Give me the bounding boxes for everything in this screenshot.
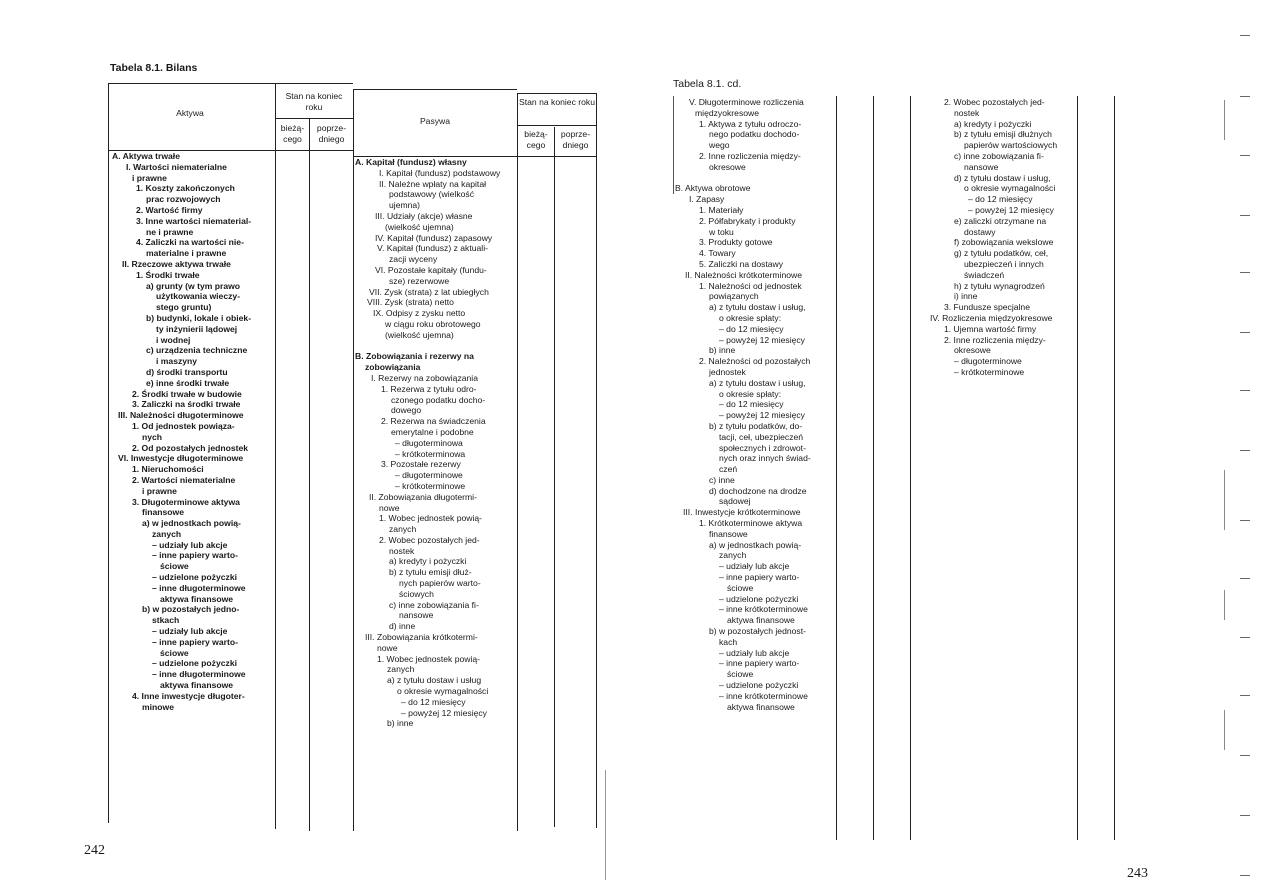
table-row: B. Aktywa obrotowe	[675, 183, 751, 194]
table-title: Tabela 8.1. Bilans	[110, 62, 198, 74]
table-row: – do 12 miesięcy	[401, 696, 466, 707]
table-row: ubezpieczeń i innych	[964, 258, 1044, 269]
header-stan-right: Stan na koniec roku	[519, 97, 595, 107]
table-row: I. Wartości niematerialne	[126, 161, 227, 172]
table-row: (wielkość ujemna)	[385, 221, 454, 232]
table-row: nansowe	[964, 161, 999, 172]
table-row: a) z tytułu dostaw i usług	[387, 675, 482, 686]
table-row: – udziały lub akcje	[152, 626, 228, 637]
table-row: a) z tytułu dostaw i usług,	[709, 377, 806, 388]
table-row: aktywa finansowe	[727, 701, 795, 712]
table-row: a) grunty (w tym prawo	[146, 280, 241, 291]
table-row: kach	[719, 636, 738, 647]
table-row: aktywa finansowe	[727, 615, 795, 626]
right-list-1	[675, 97, 835, 712]
table-row: d) inne	[389, 621, 416, 632]
table-row: – do 12 miesięcy	[719, 399, 784, 410]
table-row: b) z tytułu podatków, do-	[709, 420, 803, 431]
table-row: 2. Należności od pozostałych	[699, 356, 811, 367]
table-row: ściowe	[160, 647, 189, 658]
table-row: VIII. Zysk (strata) netto	[367, 297, 454, 308]
table-row: – do 12 miesięcy	[968, 194, 1033, 205]
table-row: – długoterminowe	[954, 356, 1022, 367]
table-row: 1. Ujemna wartość firmy	[944, 323, 1037, 334]
table-row: podstawowy (wielkość	[389, 189, 475, 200]
table-row: IV. Kapitał (fundusz) zapasowy	[375, 232, 493, 243]
table-row: – inne krótkoterminowe	[719, 604, 808, 615]
right-col-divider-4	[1077, 96, 1078, 840]
table-row: minowe	[142, 701, 174, 712]
table-row: 1. Wobec jednostek powią-	[377, 653, 481, 664]
table-row	[675, 173, 835, 184]
table-row: a) w jednostkach powią-	[142, 518, 241, 529]
table-row: ne i prawne	[146, 226, 194, 237]
table-row: c) inne	[709, 474, 735, 485]
table-row: – udziały lub akcje	[719, 647, 790, 658]
table-row: ściowych	[399, 588, 434, 599]
table-row: 2. Wartość firmy	[136, 204, 203, 215]
header-poprzedniego-right: poprze- dniego	[560, 129, 591, 150]
table-row: – powyżej 12 miesięcy	[719, 410, 805, 421]
table-row: sze) rezerwowe	[389, 275, 450, 286]
table-row: nowe	[377, 642, 398, 653]
table-row: 1. Aktywa z tytułu odroczo-	[699, 118, 802, 129]
table-row: c) urządzenia techniczne	[146, 345, 248, 356]
table-row: 1. Koszty zakończonych	[136, 183, 235, 194]
table-row: VI. Inwestycje długoterminowe	[118, 453, 244, 464]
header-poprzedniego-left: poprze- dniego	[316, 123, 347, 144]
table-row: dostawy	[964, 226, 996, 237]
table-row: a) z tytułu dostaw i usług,	[709, 302, 806, 313]
table-row: o okresie spłaty:	[719, 312, 782, 323]
table-row: emerytalne i podobne	[391, 426, 474, 437]
col-divider-2	[309, 118, 310, 831]
table-row: 3. Fundusze specjalne	[944, 302, 1030, 313]
page-number-left: 242	[84, 843, 105, 858]
table-row: b) z tytułu emisji dłużnych	[954, 129, 1052, 140]
table-row: – udzielone pożyczki	[152, 658, 238, 669]
table-row: c) inne zobowiązania fi-	[954, 150, 1044, 161]
header-sub-line-right	[517, 125, 596, 126]
table-row: IV. Rozliczenia międzyokresowe	[930, 312, 1053, 323]
right-col-divider-1	[836, 96, 837, 840]
table-row: zacji wyceny	[389, 254, 438, 265]
table-row: II. Zobowiązania długotermi-	[369, 491, 477, 502]
table-row: b) w pozostałych jednost-	[709, 626, 806, 637]
table-row: finansowe	[142, 507, 185, 518]
table-row: zanych	[719, 550, 747, 561]
table-row: w ciągu roku obrotowego	[385, 318, 481, 329]
table-row: – udziały lub akcje	[719, 561, 790, 572]
table-row: i) inne	[954, 291, 978, 302]
table-row: nych papierów warto-	[399, 578, 481, 589]
table-row: – długoterminowe	[395, 470, 463, 481]
table-row: 1. Nieruchomości	[132, 464, 204, 475]
table-row: sądowej	[719, 496, 751, 507]
table-row: e) zaliczki otrzymane na	[954, 215, 1047, 226]
table-row: papierów wartościowych	[964, 140, 1058, 151]
table-row: nostek	[954, 107, 980, 118]
col-divider-5	[554, 127, 555, 827]
table-row: II. Rzeczowe aktywa trwałe	[122, 258, 231, 269]
table-row: V. Kapitał (fundusz) z aktuali-	[377, 243, 488, 254]
table-row	[355, 341, 517, 352]
table-row: – inne papiery warto-	[152, 636, 238, 647]
table-row: nych oraz innych świad-	[719, 453, 811, 464]
table-row: powiązanych	[709, 291, 759, 302]
table-row: IX. Odpisy z zysku netto	[373, 308, 466, 319]
table-row: d) z tytułu dostaw i usług,	[954, 172, 1051, 183]
table-row: o okresie wymagalności	[397, 686, 489, 697]
table-row: i prawne	[142, 485, 177, 496]
table-row: 5. Zaliczki na dostawy	[699, 258, 784, 269]
table-row: 1. Od jednostek powiąza-	[132, 420, 235, 431]
table-row: 3. Pozostałe rezerwy	[381, 459, 461, 470]
table-row: o okresie wymagalności	[964, 183, 1056, 194]
table-title-cd: Tabela 8.1. cd.	[673, 78, 742, 90]
table-row: c) inne zobowiązania fi-	[389, 599, 479, 610]
table-row: 3. Inne wartości niematerial-	[136, 215, 252, 226]
table-row: b) inne	[709, 345, 736, 356]
table-row: i prawne	[132, 172, 167, 183]
table-row: – inne papiery warto-	[152, 550, 238, 561]
table-row: – udzielone pożyczki	[719, 680, 799, 691]
table-row: I. Zapasy	[689, 194, 725, 205]
table-row: – inne papiery warto-	[719, 572, 800, 583]
table-row: stego gruntu)	[156, 302, 212, 313]
table-row: A. Aktywa trwałe	[112, 151, 180, 161]
aktywa-list	[112, 151, 274, 712]
col-divider-1	[275, 83, 276, 829]
table-row: a) w jednostkach powią-	[709, 539, 802, 550]
table-row: – udzielone pożyczki	[719, 593, 799, 604]
table-row: (wielkość ujemna)	[385, 329, 454, 340]
header-pasywa: Pasywa	[419, 116, 451, 126]
table-row: materialne i prawne	[146, 248, 227, 259]
table-row: czeń	[719, 464, 738, 475]
table-row: I. Rezerwy na zobowiązania	[371, 372, 478, 383]
table-row: nostek	[389, 545, 415, 556]
header-aktywa: Aktywa	[176, 108, 204, 118]
table-row: e) inne środki trwałe	[146, 377, 230, 388]
table-row: społecznych i zdrowot-	[719, 442, 806, 453]
table-row: tacji, ceł, ubezpieczeń	[719, 431, 804, 442]
table-row: aktywa finansowe	[160, 680, 234, 691]
table-row: finansowe	[709, 528, 748, 539]
table-top-border-right	[517, 93, 597, 94]
table-row: g) z tytułu podatków, ceł,	[954, 248, 1049, 259]
table-row: V. Długoterminowe rozliczenia	[689, 97, 804, 107]
table-row: 1. Środki trwałe	[136, 269, 200, 280]
table-row: f) zobowiązania wekslowe	[954, 237, 1054, 248]
table-row: nansowe	[399, 610, 434, 621]
table-row: ściowe	[727, 669, 754, 680]
table-row: – udzielone pożyczki	[152, 572, 238, 583]
table-row: prac rozwojowych	[146, 194, 221, 205]
table-row: 4. Towary	[699, 248, 736, 259]
table-row: 1. Rezerwa z tytułu odro-	[381, 383, 477, 394]
table-row: – krótkoterminowa	[395, 448, 466, 459]
table-row: III. Inwestycje krótkoterminowe	[683, 507, 801, 518]
pasywa-list	[355, 157, 517, 729]
table-row: zanych	[389, 524, 417, 535]
table-left-border	[108, 83, 109, 823]
table-row: 2. Wartości niematerialne	[132, 474, 236, 485]
table-row: ściowe	[727, 582, 754, 593]
table-row: czonego podatku docho-	[391, 394, 486, 405]
table-row: B. Zobowiązania i rezerwy na	[355, 351, 474, 362]
table-row: wego	[709, 140, 730, 151]
table-row: I. Kapitał (fundusz) podstawowy	[379, 167, 501, 178]
header-stan-left: Stan na koniec roku	[285, 91, 343, 112]
table-row: A. Kapitał (fundusz) własny	[355, 157, 467, 167]
table-row: b) budynki, lokale i obiek-	[146, 312, 252, 323]
table-row: ty inżynierii lądowej	[156, 323, 238, 334]
table-row: zanych	[152, 528, 182, 539]
table-row: 2. Wobec pozostałych jed-	[944, 97, 1045, 107]
table-row: jednostek	[709, 366, 746, 377]
table-row: III. Udziały (akcje) własne	[375, 210, 473, 221]
table-row: 2. Wobec pozostałych jed-	[379, 534, 480, 545]
table-row: 2. Od pozostałych jednostek	[132, 442, 249, 453]
table-row: 1. Krótkoterminowe aktywa	[699, 518, 803, 529]
table-row: II. Należności krótkoterminowe	[685, 269, 803, 280]
table-row: – krótkoterminowe	[954, 366, 1025, 377]
right-list-2	[922, 97, 1076, 378]
table-row: – powyżej 12 miesięcy	[401, 707, 487, 718]
table-row: III. Należności długoterminowe	[118, 410, 244, 421]
table-row: 1. Należności od jednostek	[699, 280, 802, 291]
table-row: zobowiązania	[365, 362, 421, 373]
header-sub-line-left	[275, 118, 353, 119]
table-row: 3. Produkty gotowe	[699, 237, 773, 248]
table-top-border-mid	[353, 89, 517, 90]
table-row: nych	[142, 431, 163, 442]
table-row: – krótkoterminowe	[395, 480, 466, 491]
table-right-border	[596, 93, 597, 828]
table-row: a) kredyty i pożyczki	[389, 556, 467, 567]
table-row: okresowe	[709, 161, 746, 172]
table-row: 1. Wobec jednostek powią-	[379, 513, 483, 524]
table-row: VI. Pozostałe kapitały (fundu-	[375, 264, 487, 275]
table-row: 2. Rezerwa na świadczenia	[381, 416, 486, 427]
table-row: 3. Długoterminowe aktywa	[132, 496, 240, 507]
table-row: 2. Środki trwałe w budowie	[132, 388, 242, 399]
table-row: okresowe	[954, 345, 991, 356]
table-row: – inne krótkoterminowe	[719, 690, 808, 701]
table-row: VII. Zysk (strata) z lat ubiegłych	[369, 286, 489, 297]
table-row: ujemna)	[389, 200, 421, 211]
table-top-border-left	[108, 83, 353, 84]
table-row: – do 12 miesięcy	[719, 323, 784, 334]
table-row: stkach	[152, 615, 180, 626]
table-row: zanych	[387, 664, 415, 675]
table-row: aktywa finansowe	[160, 593, 234, 604]
table-row: – inne długoterminowe	[152, 669, 246, 680]
table-row: nego podatku dochodo-	[709, 129, 800, 140]
table-row: h) z tytułu wynagrodzeń	[954, 280, 1045, 291]
table-row: – inne papiery warto-	[719, 658, 800, 669]
page-number-right: 243	[1127, 866, 1148, 881]
header-biezacego-left: bieżą- cego	[280, 123, 305, 144]
table-row: dowego	[391, 405, 422, 416]
table-row: a) kredyty i pożyczki	[954, 118, 1032, 129]
right-col-divider-3	[910, 96, 911, 840]
table-row: – powyżej 12 miesięcy	[968, 204, 1054, 215]
header-biezacego-right: bieżą- cego	[524, 129, 548, 150]
table-row: d) środki transportu	[146, 366, 228, 377]
table-row: II. Należne wpłaty na kapitał	[379, 178, 487, 189]
table-row: 1. Materiały	[699, 204, 744, 215]
table-row: 2. Inne rozliczenia między-	[944, 334, 1046, 345]
table-row: 2. Półfabrykaty i produkty	[699, 215, 796, 226]
table-row: d) dochodzone na drodze	[709, 485, 807, 496]
table-row: nowe	[379, 502, 400, 513]
table-row: – długoterminowa	[395, 437, 463, 448]
table-row: b) inne	[387, 718, 414, 729]
table-row: w toku	[709, 226, 734, 237]
table-row: ściowe	[160, 561, 189, 572]
table-row: międzyokresowe	[695, 107, 759, 118]
table-row: – udziały lub akcje	[152, 539, 228, 550]
table-row: 4. Zaliczki na wartości nie-	[136, 237, 244, 248]
table-row: 4. Inne inwestycje długoter-	[132, 690, 245, 701]
table-row: III. Zobowiązania krótkotermi-	[365, 632, 478, 643]
table-row: o okresie spłaty:	[719, 388, 782, 399]
table-row: b) z tytułu emisji dłuż-	[389, 567, 472, 578]
table-row: 3. Zaliczki na środki trwałe	[132, 399, 241, 410]
table-row: – inne długoterminowe	[152, 582, 246, 593]
table-row: i wodnej	[156, 334, 191, 345]
right-col-divider-2	[873, 96, 874, 840]
table-row: 2. Inne rozliczenia między-	[699, 150, 801, 161]
table-row: świadczeń	[964, 269, 1005, 280]
table-row: użytkowania wieczy-	[156, 291, 241, 302]
table-row: i maszyny	[156, 356, 198, 367]
table-row: – powyżej 12 miesięcy	[719, 334, 805, 345]
col-divider-4	[517, 93, 518, 831]
right-col-divider-5	[1114, 96, 1115, 840]
table-row: b) w pozostałych jedno-	[142, 604, 240, 615]
